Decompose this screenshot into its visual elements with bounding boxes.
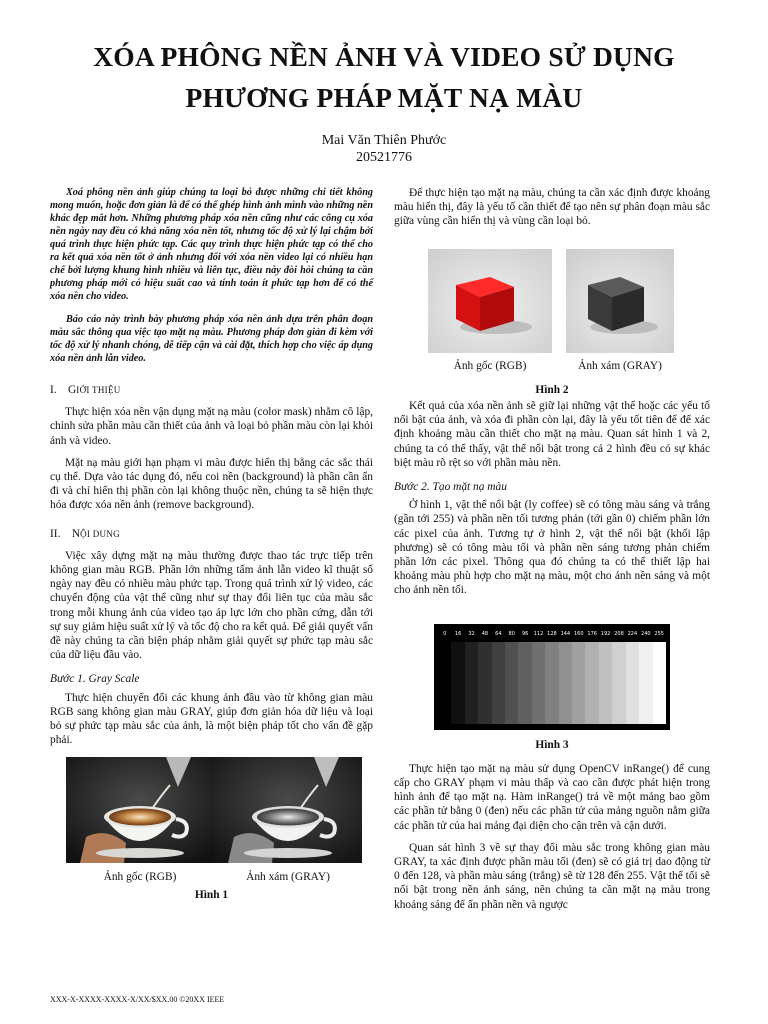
- grayscale-bar: [599, 642, 612, 724]
- section-number: I.: [50, 384, 57, 396]
- figure-2-right: [566, 249, 674, 373]
- step-1-heading: Bước 1. Gray Scale: [50, 673, 140, 686]
- grayscale-bar: [559, 642, 572, 724]
- right-paragraph-4: Thực hiện tạo mặt nạ màu sử dụng OpenCV inRange() để cung cấp cho GRAY phạm vi màu thấp và cao cần được phát hiện trong hình ảnh để tạo mặt nạ. Hàm inRange() trả về một mảng bao gồm các phần tử bằng 0 (đen) nếu các phần tử của mảng nguồn nằm giữa các phần tử của hai mảng đại diện cho cận trên và cận dưới.: [394, 762, 710, 832]
- grayscale-tick-label: 192: [600, 630, 611, 637]
- author-block: [20, 132, 748, 166]
- right-paragraph-3: Ở hình 1, vật thể nổi bật (ly coffee) sẽ có tông màu sáng và trắng (gần tới 255) và phần nền tối tương phản (tới gần 0) chiếm phần lớn các pixel của ảnh. Tương tự ở hình 2, vật thể nổi bật (khối lập phương) sẽ có tông màu tối và phần nền sáng tương phản chiếm phần lớn các pixel. Thông qua đó chúng ta có thể thiết lập hai khoảng màu phù hợp cho mặt nạ màu, một cho ảnh nền sáng và một cho ảnh nền tối.: [394, 499, 710, 597]
- right-paragraph-1: Để thực hiện tạo mặt nạ màu, chúng ta cần xác định được khoảng màu hiển thị, đây là yếu tố cần thiết để tạo nên sự phân đoạn màu sắc giữa vùng cần hiển thị và vùng cần loại bỏ.: [394, 187, 710, 228]
- section-heading-intro: [50, 383, 373, 397]
- figure-2-label: Hình 2: [535, 383, 569, 396]
- figure-1-left-caption: Ảnh gốc (RGB): [103, 871, 177, 884]
- grayscale-bar: [653, 642, 666, 724]
- section-title-rest: ỘI DUNG: [80, 528, 120, 539]
- abstract-paragraph-2: Báo cáo này trình bày phương pháp xóa nền ảnh dựa trên phân đoạn màu sắc thông qua việc tạo mặt nạ màu. Phương pháp đơn giản đi kèm với tốc độ xử lý nhanh chóng, dễ tiếp cận và cài đặt, thích hợp cho việc áp dụng xóa nền ảnh lẫn video.: [50, 314, 373, 364]
- grayscale-bar: [545, 642, 558, 724]
- grayscale-bar: [465, 642, 478, 724]
- grayscale-gradient-bars: [438, 642, 666, 724]
- section-title-rest: IỚI THIỆU: [76, 385, 121, 395]
- section-title-initial: N: [71, 527, 81, 540]
- grayscale-tick-label: 144: [560, 630, 571, 637]
- coffee-latte-image-gray: [214, 757, 362, 863]
- intro-paragraph-2: Mặt nạ màu giới hạn phạm vi màu được hiển thị bằng các sắc thái cụ thể. Dựa vào tác dụng đó, nếu coi nền (background) là phần cần ẩn đi và chỉ hiển thị phần còn lại không thuộc nền, chúng ta sẽ hiện thực hóa được xóa nền ảnh (remove background).: [50, 456, 373, 512]
- section-number: II.: [50, 527, 61, 540]
- section-title-initial: G: [68, 384, 77, 396]
- left-column: [50, 186, 373, 902]
- right-paragraph-5: Quan sát hình 3 về sự thay đổi màu sắc trong không gian màu GRAY, ta xác định được phần màu tối (đen) sẽ có giá trị dao động từ 0 đến 128, và phần màu sáng (trắng) sẽ từ 128 đến 255. Vật thể tối sẽ nổi bật trong nền ảnh sáng, nên chúng ta cần mặt nạ màu trong khoảng sáng để ẩn phần nền và ngược: [394, 841, 710, 911]
- grayscale-tick-label: 224: [627, 630, 638, 637]
- red-cube-image-rgb: [428, 249, 552, 353]
- grayscale-tick-label: 64: [495, 630, 502, 637]
- grayscale-tick-label: 208: [614, 630, 624, 637]
- content-paragraph-2: Thực hiện chuyển đổi các khung ảnh đầu vào từ không gian màu RGB sang không gian màu GRAY, giúp đơn giản hóa dữ liệu và loại bỏ sự phức tạp màu sắc của ảnh, là một biện pháp tốt cho vấn đề gặp phải.: [50, 691, 373, 747]
- figure-3: [434, 624, 670, 730]
- grayscale-bar: [626, 642, 639, 724]
- figure-1-label: Hình 1: [194, 888, 229, 901]
- intro-paragraph-1: Thực hiện xóa nền vận dụng mặt nạ màu (color mask) nhằm cô lập, chỉnh sửa phần màu cần thiết của ảnh và loại bỏ phần màu còn lại khỏi ảnh và video.: [50, 406, 373, 447]
- grayscale-bar: [572, 642, 585, 724]
- dark-cube-image-gray: [566, 249, 674, 353]
- step-2-heading: Bước 2. Tạo mặt nạ màu: [394, 481, 507, 494]
- content-paragraph-1: Việc xây dựng mặt nạ màu thường được thao tác trực tiếp trên không gian màu RGB. Phần lớn những tấm ảnh lẫn video kĩ thuật số ngày nay đều có nhiều màu phức tạp. Trong quá trình xử lý video, các chuyển động của vật thể cũng như sự thay đổi liên tục của màu sắc trong mỗi khung ảnh của video tạo áp lực lớn cho phần cứng, dẫn tới sự suy giảm hiệu suất xử lý và tốc độ cho ra kết quả. Để giải quyết vấn đề này chúng ta cần biện pháp nhằm giải quyết sự phức tạp màu sắc của dữ liệu đầu vào.: [50, 549, 373, 662]
- grayscale-bar: [639, 642, 652, 724]
- figure-3-label: Hình 3: [535, 738, 569, 751]
- grayscale-bar: [451, 642, 464, 724]
- title-line-2: PHƯƠNG PHÁP MẶT NẠ MÀU: [185, 82, 583, 113]
- figure-1-right: [214, 757, 362, 884]
- ieee-footer: XXX-X-XXXX-XXXX-X/XX/$XX.00 ©20XX IEEE: [50, 995, 225, 1004]
- right-column: [394, 186, 710, 920]
- author-name: Mai Văn Thiên Phước: [321, 133, 447, 148]
- coffee-latte-image-rgb: [66, 757, 214, 863]
- grayscale-tick-label: 48: [481, 630, 489, 637]
- grayscale-bar: [585, 642, 598, 724]
- grayscale-tick-label: 96: [521, 630, 529, 637]
- figure-2-right-caption: Ảnh xám (GRAY): [578, 359, 662, 372]
- grayscale-bar: [505, 642, 518, 724]
- figure-2: [394, 249, 710, 373]
- abstract-paragraph-1: Xoá phông nền ảnh giúp chúng ta loại bỏ được những chi tiết không mong muốn, hoặc đơn giản là để có thể ghép hình ảnh mình vào những nền khác đẹp mắt hơn. Những phương pháp xóa nền cũng như các công cụ xóa nền ngày nay đều có khả năng xóa nền tốt, nhưng tốc độ xử lý lại chậm bởi quá trình thực hiện phức tạp. Các quy trình thực hiện phức tạp có thể cho ra kết quả xóa nền tốt ở ảnh nhưng đối với xóa nền video lại có nhiều hạn chế bởi lượng khung hình nhiều và liên tục, điều này đòi hỏi chúng ta cần phương pháp mới có hiệu suất cao và tính toán ít phức tạp hơn để có thể xóa nền cho video.: [50, 187, 373, 302]
- grayscale-tick-label: 112: [533, 630, 544, 637]
- figure-1: [50, 757, 373, 884]
- grayscale-tick-label: 176: [587, 630, 597, 637]
- grayscale-tick-label: 240: [641, 630, 651, 637]
- grayscale-bar: [438, 642, 451, 724]
- grayscale-tick-label: 16: [454, 630, 462, 637]
- grayscale-tick-label: 32: [468, 630, 475, 637]
- figure-2-left: [428, 249, 552, 373]
- grayscale-tick-label: 128: [547, 630, 557, 637]
- grayscale-tick-labels: [438, 629, 666, 639]
- section-heading-content: [50, 527, 373, 541]
- right-paragraph-2: Kết quả của xóa nền ảnh sẽ giữ lại những vật thể hoặc các yếu tố nổi bật của ảnh, và xóa đi phần còn lại, đây là yếu tốt tiên để để xác định khoảng màu cần thiết cho mặt nạ màu. Quan sát hình 1 và 2, chúng ta có thể thấy, vật thể nổi bật trong cả 2 hình đều có sự khác biệt màu rõ rệt so với phần màu nền.: [394, 400, 710, 469]
- grayscale-bar: [532, 642, 545, 724]
- grayscale-bar: [478, 642, 491, 724]
- title-line-1: XÓA PHÔNG NỀN ẢNH VÀ VIDEO SỬ DỤNG: [93, 41, 675, 72]
- grayscale-bar: [492, 642, 505, 724]
- author-id: 20521776: [356, 150, 412, 165]
- grayscale-tick-label: 0: [443, 630, 447, 637]
- figure-2-left-caption: Ảnh gốc (RGB): [453, 359, 527, 372]
- grayscale-bar: [518, 642, 531, 724]
- grayscale-tick-label: 80: [508, 630, 515, 637]
- grayscale-bar: [612, 642, 625, 724]
- grayscale-tick-label: 160: [573, 630, 584, 637]
- figure-1-left: [66, 757, 214, 884]
- paper-title: [20, 36, 748, 118]
- figure-1-right-caption: Ảnh xám (GRAY): [246, 871, 330, 884]
- grayscale-tick-label: 255: [654, 630, 664, 637]
